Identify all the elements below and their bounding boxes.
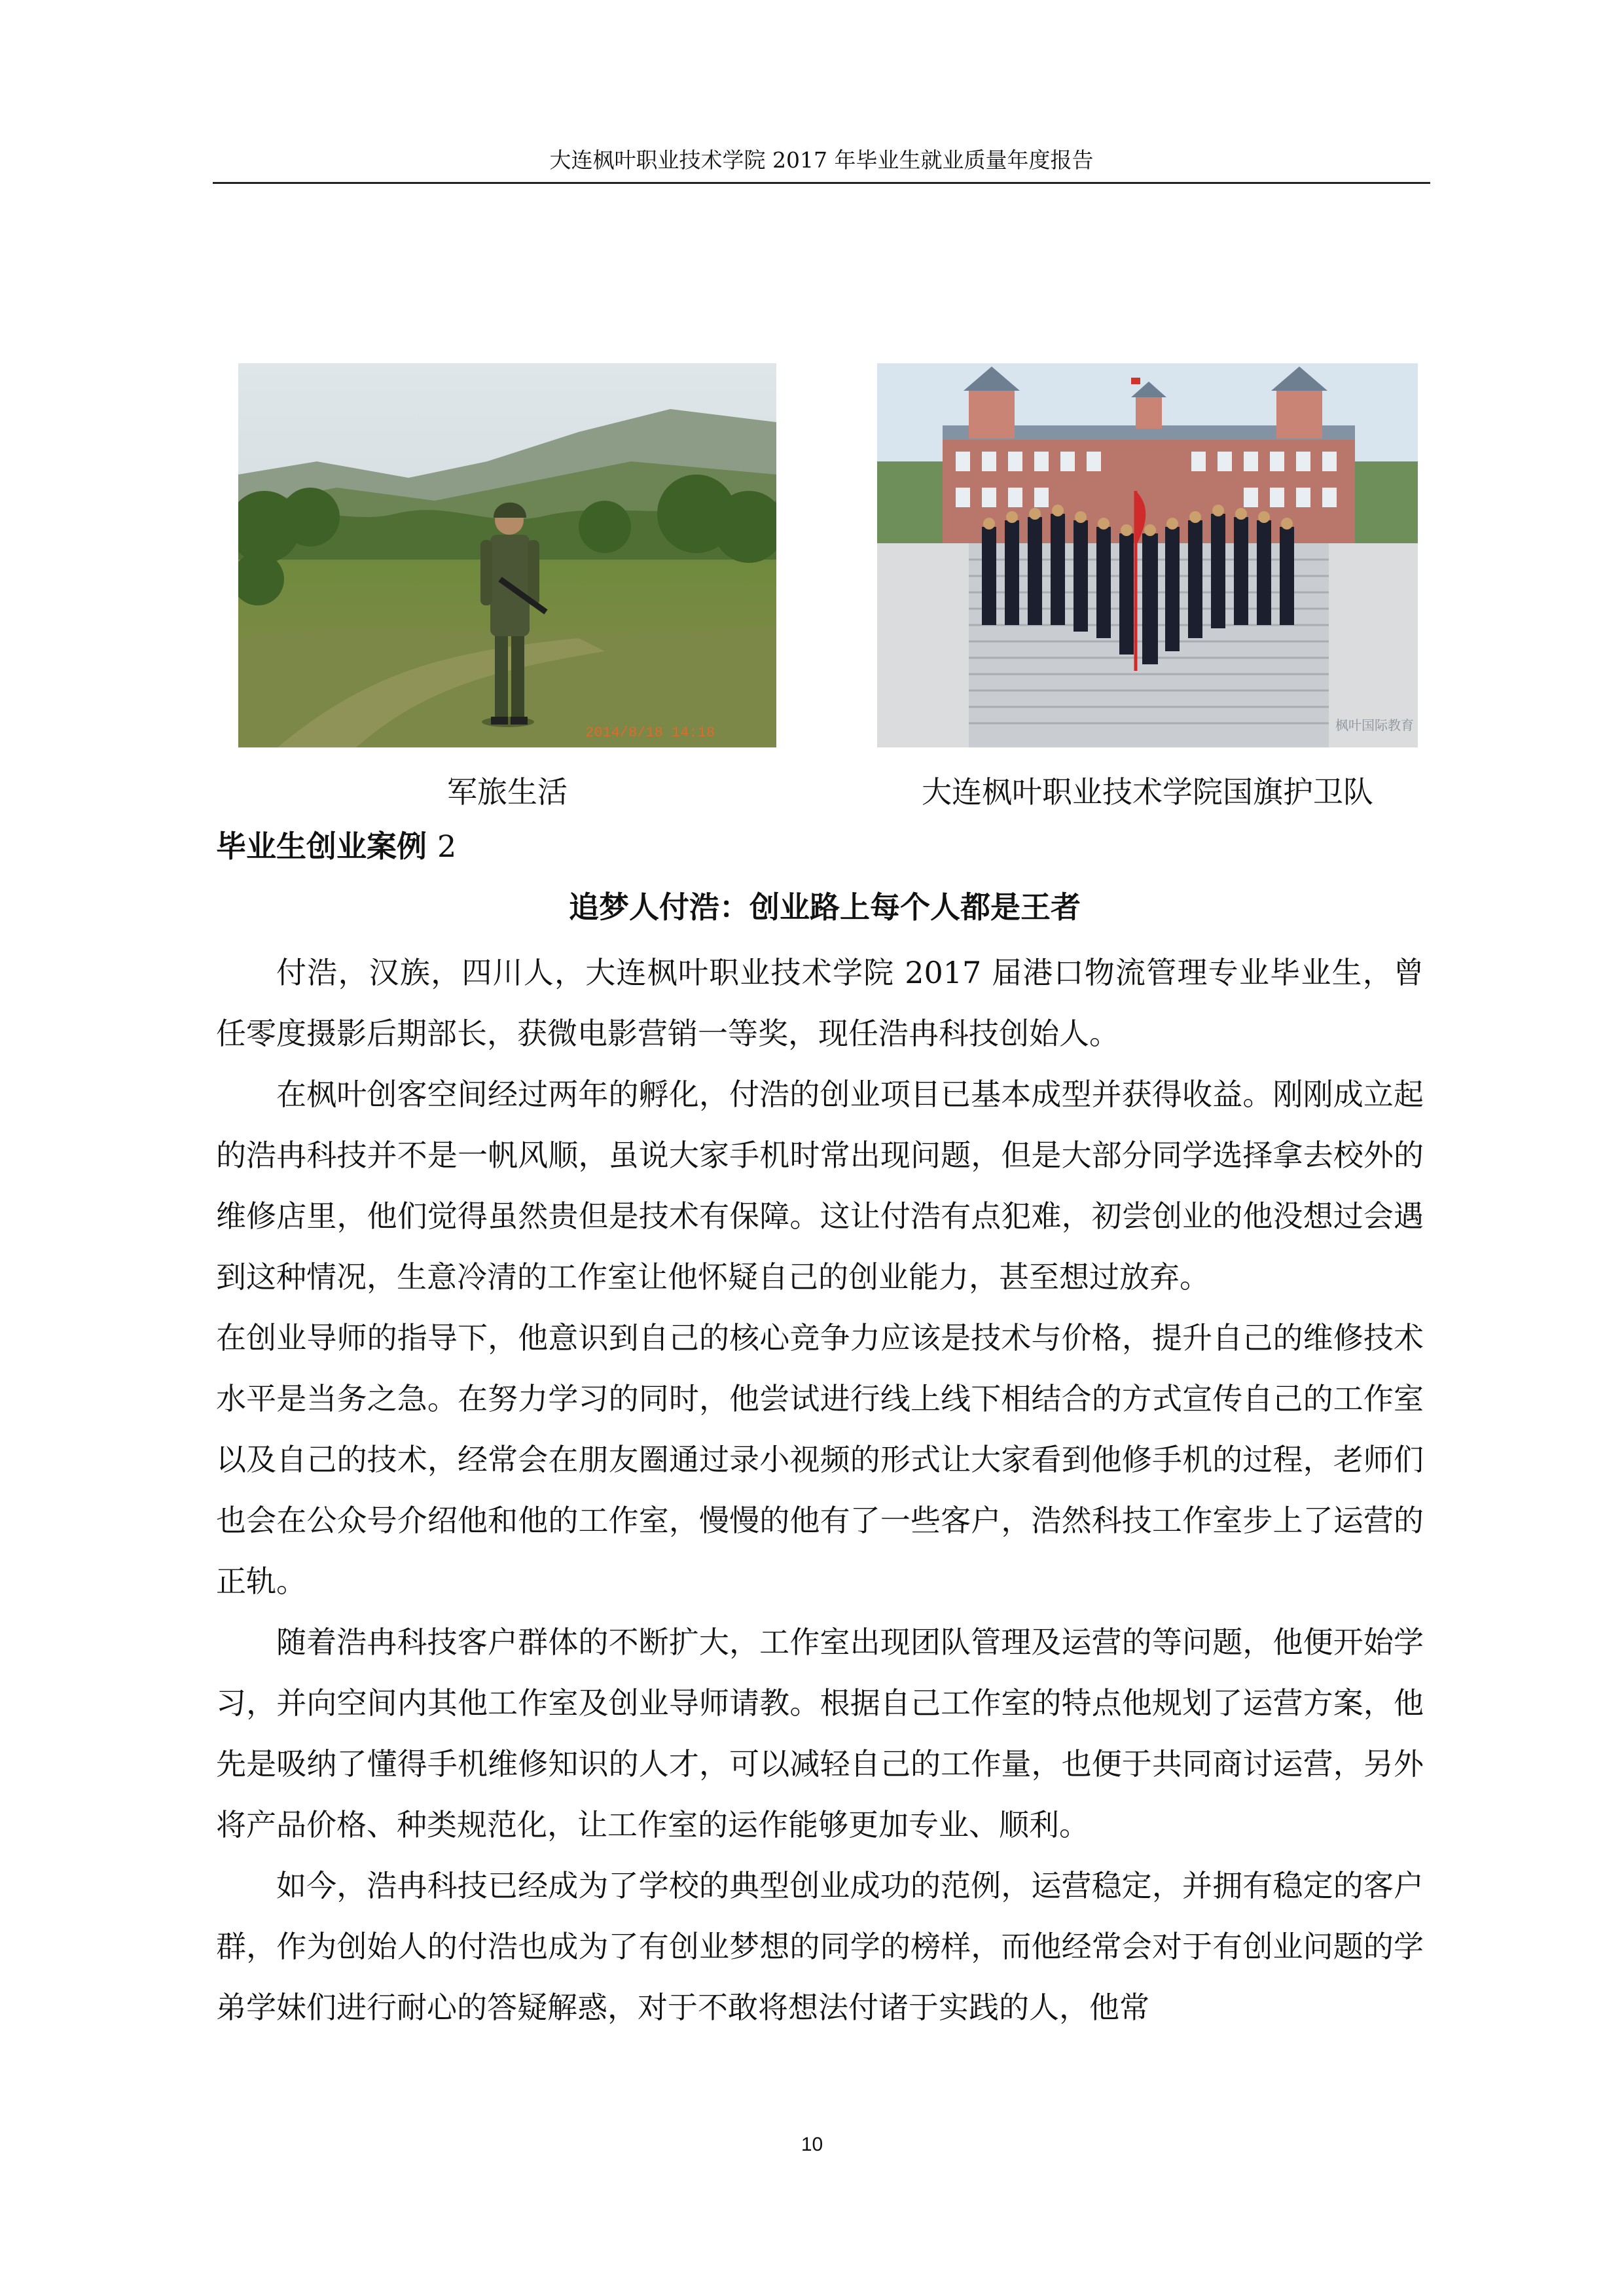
section-title-number: 2 — [437, 829, 457, 864]
caption-military-life: 军旅生活 — [447, 774, 568, 810]
paragraph-3: 在创业导师的指导下，他意识到自己的核心竞争力应该是技术与价格，提升自己的维修技术水平是当务之急。在努力学习的同时，他尝试进行线上线下相结合的方式宣传自己的工作室以及自己的技术，经常会在朋友圈通过录小视频的形式让大家看到他修手机的过程，老师们也会在公众号介绍他和他的工作室，慢慢的他有了一些客户，浩然科技工作室步上了运营的正轨。 — [216, 1320, 1424, 1599]
photo-watermark: 枫叶国际教育 — [1335, 719, 1414, 733]
running-header: 大连枫叶职业技术学院 2017 年毕业生就业质量年度报告 — [549, 147, 1094, 173]
paragraph-2: 在枫叶创客空间经过两年的孵化，付浩的创业项目已基本成型并获得收益。刚刚成立起的浩冉科技并不是一帆风顺，虽说大家手机时常出现问题，但是大部分同学选择拿去校外的维修店里，他们觉得虽然贵但是技术有保障。这让付浩有点犯难，初尝创业的他没想过会遇到这种情况，生意冷清的工作室让他怀疑自己的创业能力，甚至想过放弃。 — [216, 1077, 1424, 1295]
paragraph-1: 付浩，汉族，四川人，大连枫叶职业技术学院 2017 届港口物流管理专业毕业生，曾任零度摄影后期部长，获微电影营销一等奖，现任浩冉科技创始人。 — [216, 955, 1424, 1051]
story-body — [216, 942, 1424, 2038]
flag-guard-photo — [877, 363, 1418, 747]
story-title: 追梦人付浩：创业路上每个人都是王者 — [569, 889, 1081, 925]
photo-timestamp: 2014/8/18 14:18 — [585, 725, 715, 741]
header-rule — [213, 182, 1430, 184]
military-life-photo — [238, 363, 776, 747]
paragraph-5: 如今，浩冉科技已经成为了学校的典型创业成功的范例，运营稳定，并拥有稳定的客户群，作为创始人的付浩也成为了有创业梦想的同学的榜样，而他经常会对于有创业问题的学弟学妹们进行耐心的答疑解惑，对于不敢将想法付诸于实践的人，他常 — [216, 1868, 1424, 2025]
page-number: 10 — [801, 2134, 823, 2155]
section-title-text: 毕业生创业案例 — [216, 829, 427, 864]
section-title — [216, 826, 456, 867]
paragraph-4: 随着浩冉科技客户群体的不断扩大，工作室出现团队管理及运营的等问题，他便开始学习，并向空间内其他工作室及创业导师请教。根据自己工作室的特点他规划了运营方案，他先是吸纳了懂得手机维修知识的人才，可以减轻自己的工作量，也便于共同商讨运营，另外将产品价格、种类规范化，让工作室的运作能够更加专业、顺利。 — [216, 1624, 1424, 1842]
caption-flag-guard: 大连枫叶职业技术学院国旗护卫队 — [922, 774, 1373, 810]
